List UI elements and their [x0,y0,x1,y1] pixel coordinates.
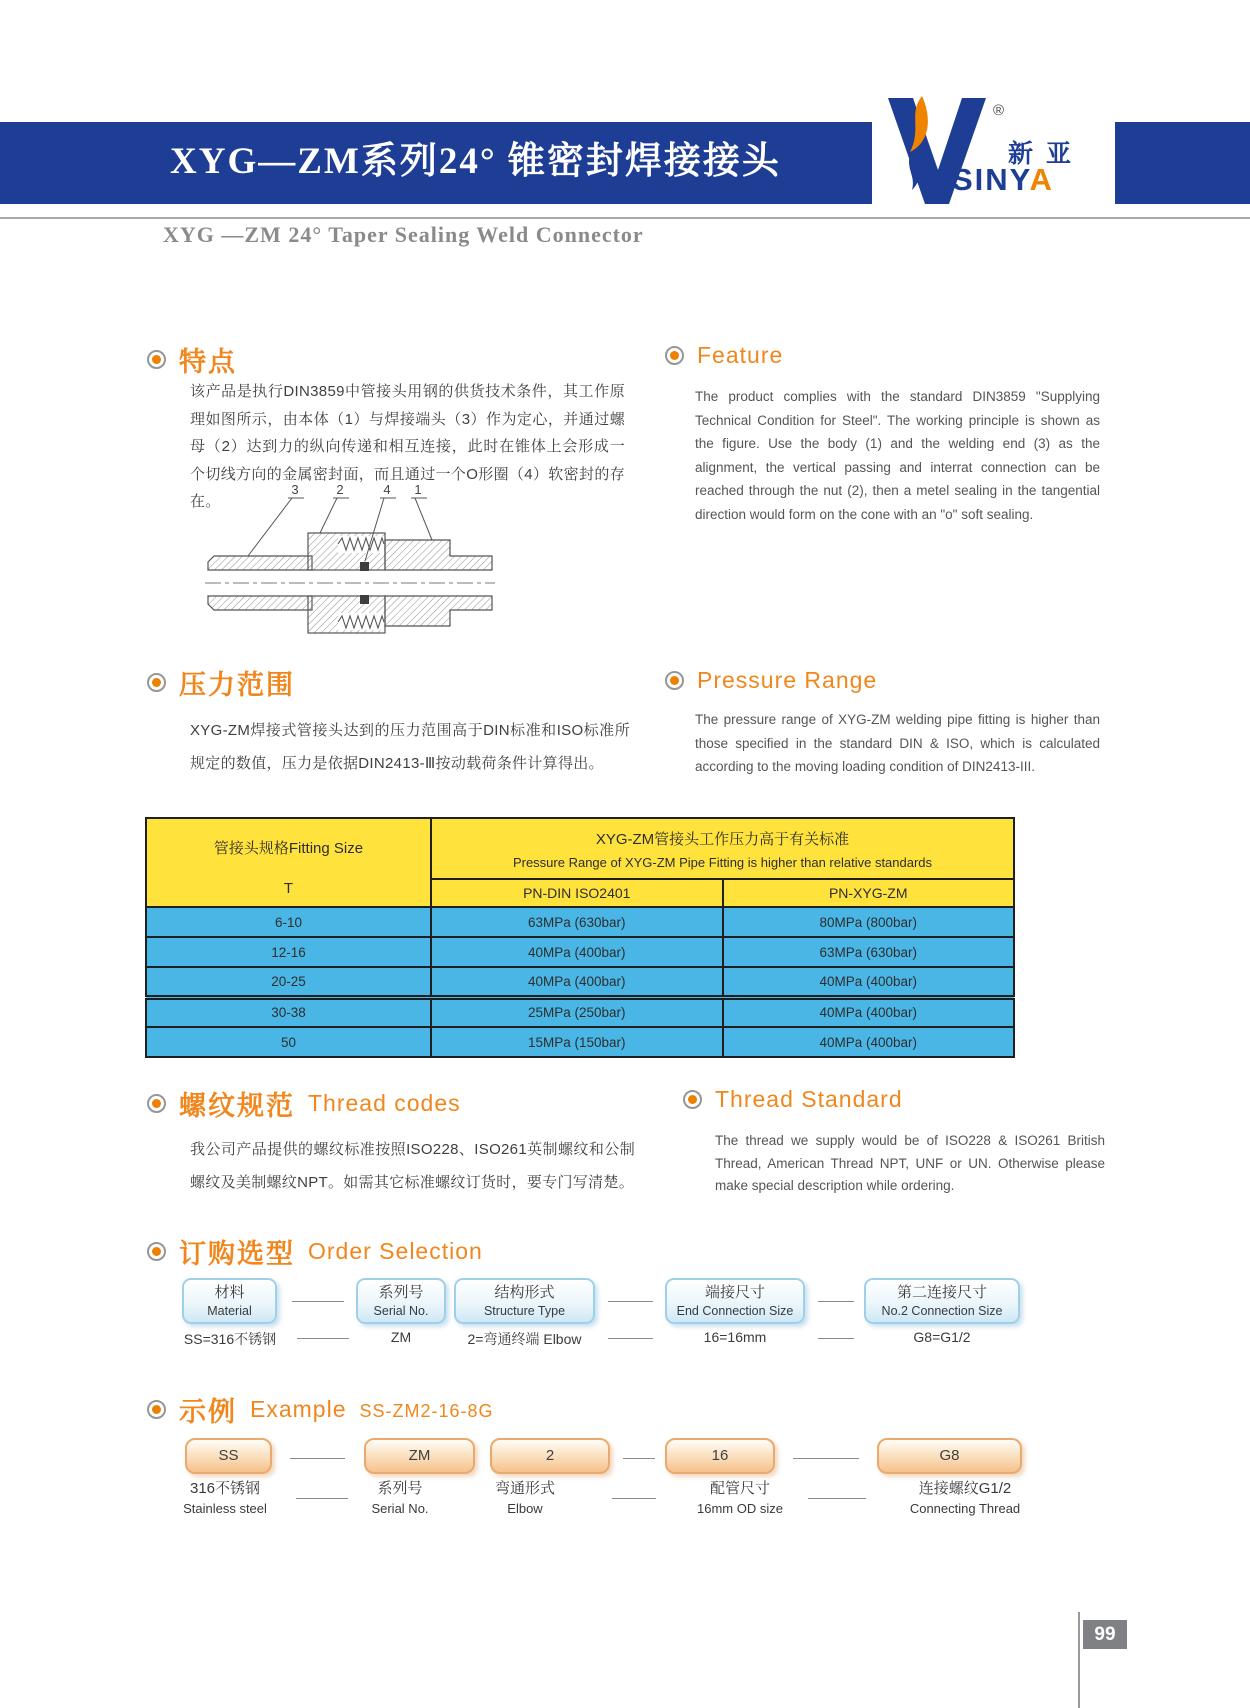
section-header-pressure-en [665,667,877,694]
step-label-cn: 端接尺寸 [704,1284,765,1302]
page-number-badge: 99 [1083,1620,1127,1649]
connector-dash [818,1338,854,1339]
connector-dash [612,1498,656,1499]
step-label-en: Serial No. [373,1303,429,1318]
connector-dash [818,1301,854,1302]
example-label-material [160,1478,290,1519]
thread-text-en: The thread we supply would be of ISO228 & ISO261 British Thread, American Thread NPT, UNF or UN. Otherwise please make special description while ordering. [715,1133,1105,1193]
section-title-suffix: Thread codes [308,1090,461,1116]
section-bullet-icon [147,1400,166,1419]
connector-dash [608,1301,653,1302]
section-title-en: Example [250,1396,347,1422]
example-box-second-size: G8 [877,1438,1022,1474]
connector-dash [290,1458,345,1459]
footer-divider-line [1078,1612,1080,1708]
connector-dash [608,1338,653,1339]
header-divider [0,217,1250,219]
table-row [146,907,1014,937]
cell-size: 30-38 [146,997,431,1027]
section-header-thread-en [683,1086,903,1113]
cell-xyg: 40MPa (400bar) [723,967,1015,997]
example-box-serial: ZM [364,1438,475,1474]
table-row [146,1027,1014,1057]
cell-xyg: 80MPa (800bar) [723,907,1015,937]
section-title-cn: 订购选型 [179,1239,295,1269]
cell-din: 40MPa (400bar) [431,967,723,997]
brand-name-cn: 新亚 [1008,141,1085,168]
cell-size: 50 [146,1027,431,1057]
step-label-en: Material [207,1303,252,1318]
label-cn: 配管尺寸 [709,1480,770,1497]
label-cn: 316不锈钢 [189,1480,261,1497]
order-value-structure: 2=弯通终端 Elbow [467,1331,582,1347]
feature-text-cn: 该产品是执行DIN3859中管接头用钢的供货技术条件，其工作原理如图所示，由本体（1）与焊接端头（3）作为定心，并通过螺母（2）达到力的纵向传递和相互连接，此时在锥体上会形成一个切线方向的金属密封面，而且通过一个O形圈（4）软密封的存在。 [190,383,625,510]
fitting-size-label: 管接头规格Fitting Size [213,839,364,857]
pressure-text-en: The pressure range of XYG-ZM welding pipe fitting is higher than those specified in the standard DIN & ISO, which is calculated according to the moving loading condition of DIN2413-III. [695,712,1100,774]
label-cn: 弯通形式 [494,1480,555,1497]
pressure-table [145,817,1015,1058]
table-header-pn-xyg: PN-XYG-ZM [723,879,1015,907]
example-code: SS-ZM2-16-8G [359,1401,494,1421]
cell-din: 15MPa (150bar) [431,1027,723,1057]
section-title-en: Feature [697,342,784,368]
order-step-structure [454,1278,595,1324]
section-bullet-icon [683,1090,702,1109]
section-title-en: Order Selection [308,1238,483,1264]
connector-dash [793,1458,859,1459]
order-step-serial [356,1278,446,1324]
feature-text-en: The product complies with the standard DIN3859 "Supplying Technical Condition for Steel". The working principle is shown as the figure. Use the body (1) and the welding end (3) as the alignment, the vertical passing and interrat connection can be reached through the nut (2), then a metel sealing in the tangential direction would form on the cone with an "o" soft sealing. [695,389,1100,522]
label-en: Stainless steel [183,1500,267,1516]
table-row [146,937,1014,967]
section-header-order-selection [147,1232,483,1271]
registered-trademark: ® [993,102,1005,119]
section-header-feature-cn [147,340,237,379]
order-value-end-size: 16=16mm [703,1329,767,1345]
connector-dash [623,1458,655,1459]
example-label-end-size [675,1478,805,1519]
span-header-cn: XYG-ZM管接头工作压力高于有关标准 [595,831,850,848]
step-label-cn: 系列号 [378,1284,424,1302]
cell-xyg: 63MPa (630bar) [723,937,1015,967]
section-bullet-icon [665,671,684,690]
label-en: Elbow [507,1500,543,1516]
cell-size: 6-10 [146,907,431,937]
order-step-material [182,1278,277,1324]
thread-text-cn: 我公司产品提供的螺纹标准按照ISO228、ISO261英制螺纹和公制螺纹及美制螺纹NPT。如需其它标准螺纹订货时，要专门写清楚。 [190,1141,635,1191]
cell-xyg: 40MPa (400bar) [723,1027,1015,1057]
page-title-en: XYG —ZM 24° Taper Sealing Weld Connector [163,222,644,247]
example-label-second-size [885,1478,1045,1519]
order-value-serial: ZM [390,1329,412,1345]
connector-dash [297,1338,349,1339]
section-bullet-icon [147,1094,166,1113]
example-label-structure [465,1478,585,1519]
diagram-label-nut: 2 [336,482,344,497]
section-title-en: Pressure Range [697,667,878,693]
diagram-label-oring: 4 [383,482,391,497]
cell-din: 40MPa (400bar) [431,937,723,967]
order-value-material: SS=316不锈钢 [183,1331,277,1347]
section-bullet-icon [665,346,684,365]
label-en: Connecting Thread [909,1500,1021,1516]
section-bullet-icon [147,350,166,369]
connector-dash [296,1498,348,1499]
order-step-end-size [665,1278,805,1324]
example-label-serial [340,1478,460,1519]
step-label-cn: 材料 [214,1284,245,1302]
cell-din: 63MPa (630bar) [431,907,723,937]
table-header-pn-din: PN-DIN ISO2401 [431,879,723,907]
section-bullet-icon [147,1242,166,1261]
step-label-en: End Connection Size [676,1303,794,1318]
connector-diagram [200,478,500,653]
span-header-en: Pressure Range of XYG-ZM Pipe Fitting is higher than relative standards [512,855,933,870]
table-header-fitting-size [146,818,431,907]
section-header-thread-cn [147,1084,461,1123]
connector-dash [808,1498,866,1499]
label-en: Serial No. [371,1500,429,1516]
brand-en-accent: A [1029,162,1054,197]
step-label-cn: 结构形式 [494,1284,555,1302]
diagram-label-welding-end: 3 [291,482,299,497]
section-title-cn: 特点 [179,347,237,377]
section-title-cn: 压力范围 [179,670,295,700]
example-box-material: SS [185,1438,272,1474]
section-title-en: Thread Standard [715,1086,903,1112]
header-banner [0,122,872,204]
example-box-end-size: 16 [665,1438,775,1474]
cell-size: 20-25 [146,967,431,997]
brand-name-en [952,162,1054,198]
step-label-en: Structure Type [483,1303,566,1318]
order-value-second-size: G8=G1/2 [913,1329,971,1345]
section-header-example [147,1390,494,1429]
label-cn: 连接螺纹G1/2 [918,1480,1012,1497]
header-right-bar [1115,122,1250,204]
page-title-cn: XYG—ZM系列24° 锥密封焊接接头 [170,141,781,182]
section-header-pressure-cn [147,663,295,702]
order-step-second-size [864,1278,1020,1324]
step-label-cn: 第二连接尺寸 [896,1284,987,1302]
table-row [146,967,1014,997]
example-box-structure: 2 [490,1438,610,1474]
step-label-en: No.2 Connection Size [881,1303,1003,1318]
fitting-size-symbol: T [283,879,294,897]
brand-logo [880,94,1115,206]
cell-size: 12-16 [146,937,431,967]
pressure-text-cn: XYG-ZM焊接式管接头达到的压力范围高于DIN标准和ISO标准所规定的数值，压力是依据DIN2413-Ⅲ按动载荷条件计算得出。 [190,722,630,772]
connector-dash [292,1301,344,1302]
table-header-span [431,818,1014,879]
label-cn: 系列号 [377,1480,423,1497]
cell-din: 25MPa (250bar) [431,997,723,1027]
section-title-cn: 示例 [179,1397,237,1427]
section-bullet-icon [147,673,166,692]
table-row [146,997,1014,1027]
brand-en-main: SINY [952,162,1030,197]
section-title-cn: 螺纹规范 [179,1091,295,1121]
cell-xyg: 40MPa (400bar) [723,997,1015,1027]
diagram-label-body: 1 [414,482,422,497]
section-header-feature-en [665,342,783,369]
label-en: 16mm OD size [697,1500,783,1516]
